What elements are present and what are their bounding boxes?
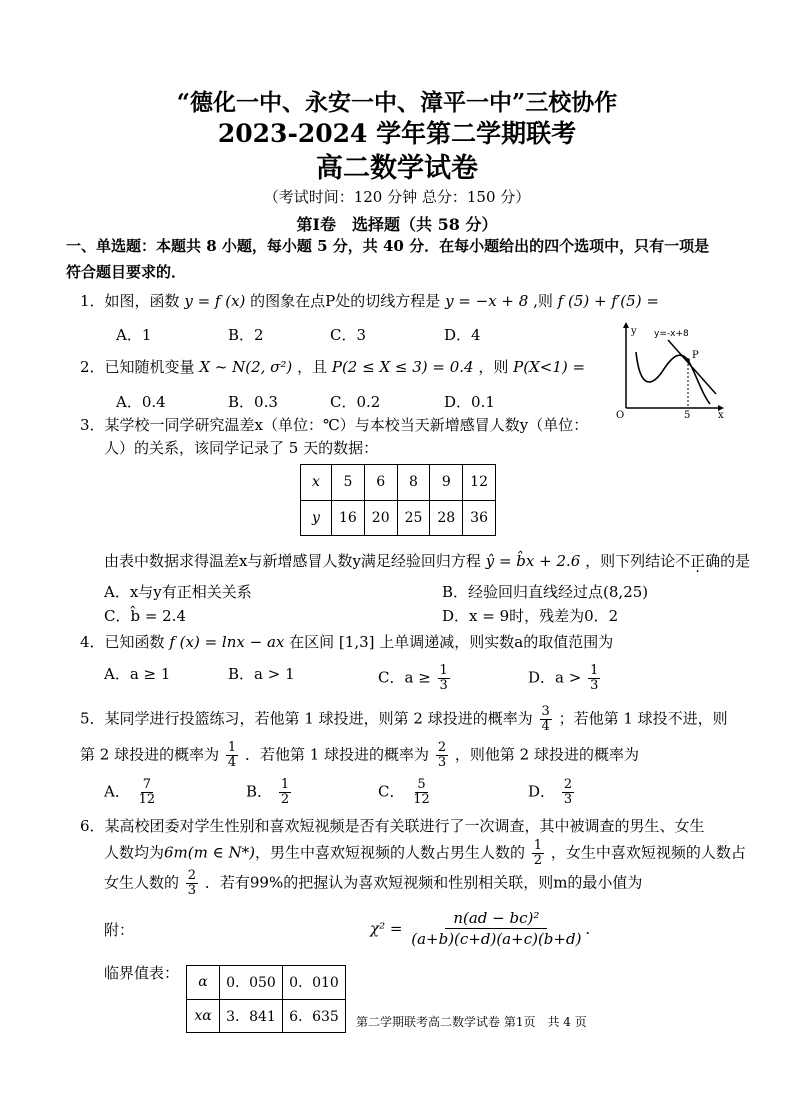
q3-text3-pre: 由表中数据求得温差x与新增感冒人数y满足经验回归方程 <box>104 552 481 570</box>
table-cell: 9 <box>430 465 463 501</box>
fraction-numerator: 1 <box>439 663 448 678</box>
question-3-stem-line3 <box>104 551 750 571</box>
q4-mid: 在区间 <box>289 633 335 651</box>
graph-tangent-line <box>668 340 716 394</box>
q3-option-a: A．x与y有正相关关系 <box>104 583 252 601</box>
q2-option-b: B．0.3 <box>228 393 278 411</box>
fraction-numerator: 2 <box>563 777 573 792</box>
q6-line3-post: ．若有99%的把握认为喜欢短视频和性别相关联，则m的最小值为 <box>204 873 643 892</box>
q5-option-d-fraction <box>562 778 574 807</box>
graph-p-label: P <box>692 350 699 361</box>
fraction-denominator: 3 <box>439 678 448 693</box>
q4-option-d <box>528 664 602 693</box>
q4-option-a: A．a ≥ 1 <box>104 665 171 683</box>
chi-lhs: χ² = <box>370 919 403 938</box>
q5-line2-mid: ．若他第 1 球投进的概率为 <box>244 745 430 764</box>
chi-fraction <box>409 908 583 949</box>
q3-text3-not: 不正确 <box>675 552 721 570</box>
q2-option-a: A．0.4 <box>116 393 166 411</box>
table-cell: 6．635 <box>283 999 346 1033</box>
page-footer: 第二学期联考高二数学试卷 第1页 共 4 页 <box>356 1015 587 1029</box>
q5-fraction-1 <box>540 705 552 734</box>
table-cell: 12 <box>463 465 496 501</box>
q5-line1-post: ；若他第 1 球投不进，则 <box>558 709 728 728</box>
q4-option-b: B．a > 1 <box>228 665 295 683</box>
q2-option-d: D．0.1 <box>444 393 495 411</box>
table-cell: 3．841 <box>220 999 283 1033</box>
q1-option-d: D．4 <box>444 326 481 344</box>
fraction-denominator: 2 <box>280 792 290 807</box>
fraction-numerator: 2 <box>187 868 197 883</box>
q2-mid: ，且 <box>297 358 328 376</box>
fraction-denominator: (a+b)(c+d)(a+c)(b+d) <box>411 930 582 948</box>
graph-curve <box>636 352 710 404</box>
section-title: 第Ⅰ卷 选择题（共 58 分） <box>296 215 498 234</box>
table-cell: 0．010 <box>283 966 346 1000</box>
question-1-stem <box>80 291 659 311</box>
exam-header-schools: “德化一中、永安一中、漳平一中”三校协作 <box>176 89 618 116</box>
question-3-stem-line1: 3．某学校一同学研究温差x（单位：℃）与本校当天新增感冒人数y（单位： <box>80 416 589 434</box>
q3-text3-post: ，则下列结论 <box>585 552 676 570</box>
table-cell: xα <box>187 999 220 1033</box>
fraction-denominator: 3 <box>563 792 573 807</box>
question-5-stem-line1 <box>80 705 728 734</box>
table-cell: 28 <box>430 500 463 536</box>
q3-text3-end: 的是 <box>720 552 751 570</box>
q6-line3-pre: 女生人数的 <box>104 873 180 892</box>
q6-fraction-1 <box>532 839 544 868</box>
fraction-numerator: n(ad − bc)² <box>445 908 547 929</box>
q5-option-c <box>378 778 434 807</box>
q1-func: y = f (x) <box>184 292 246 310</box>
q5-option-a-fraction <box>137 778 158 807</box>
q6-line2-m: 6m(m ∈ N*) <box>164 843 255 862</box>
table-row <box>187 999 346 1033</box>
q5-option-b-fraction <box>279 778 291 807</box>
table-cell: 0．050 <box>220 966 283 1000</box>
exam-header-term: 2023-2024 学年第二学期联考 <box>217 119 577 148</box>
exam-title: 高二数学试卷 <box>316 153 478 184</box>
question-6-stem-line1: 6．某高校团委对学生性别和喜欢短视频是否有关联进行了一次调查，其中被调查的男生、女生 <box>80 817 705 835</box>
q5-line2-post: ，则他第 2 球投进的概率为 <box>454 745 639 764</box>
fraction-numerator: 1 <box>590 663 599 678</box>
fraction-denominator: 2 <box>533 853 543 868</box>
q5-option-d <box>528 778 576 807</box>
table-cell: 8 <box>397 465 430 501</box>
q4-option-c-fraction <box>438 664 450 693</box>
table-cell: 20 <box>364 500 397 536</box>
option-label: B． <box>246 782 273 801</box>
table-cell: 16 <box>332 500 365 536</box>
question-6-stem-line3 <box>104 869 642 898</box>
graph-x-label: x <box>718 410 724 420</box>
q1-option-c: C．3 <box>330 326 367 344</box>
question-4-stem <box>80 632 613 652</box>
q3-data-table <box>300 464 496 536</box>
q5-fraction-2 <box>226 741 238 770</box>
q1-post: ,则 <box>533 292 553 310</box>
q1-pre: 1．如图，函数 <box>80 292 180 310</box>
q4-option-c <box>378 664 452 693</box>
q5-option-b <box>246 778 293 807</box>
graph-point-p <box>686 358 690 362</box>
q2-pre: 2．已知随机变量 <box>80 358 195 376</box>
table-row <box>301 465 496 501</box>
table-cell: α <box>187 966 220 1000</box>
q2-ask: P(X<1) = <box>513 358 586 376</box>
graph-origin: O <box>616 410 625 420</box>
part1-intro-line1: 一、单选题：本题共 8 小题，每小题 5 分，共 40 分．在每小题给出的四个选项中，只有一项是 <box>66 237 710 255</box>
q6-critical-table <box>186 965 346 1033</box>
fraction-numerator: 7 <box>142 777 152 792</box>
table-cell: 5 <box>332 465 365 501</box>
graph-line-label: y=-x+8 <box>654 329 689 339</box>
q1-expr: f (5) + f′(5) = <box>557 292 659 310</box>
q5-option-c-fraction <box>411 778 432 807</box>
table-row <box>301 500 496 536</box>
q3-text3-eq: ŷ = b̂x + 2.6 <box>485 552 581 570</box>
fraction-numerator: 3 <box>541 704 550 719</box>
fraction-numerator: 5 <box>417 777 426 792</box>
q5-line2-pre: 第 2 球投进的概率为 <box>80 745 220 764</box>
fraction-denominator: 12 <box>138 792 156 807</box>
q6-line2-post: ，女生中喜欢短视频的人数占 <box>550 843 746 862</box>
fraction-denominator: 4 <box>227 755 237 770</box>
fraction-numerator: 1 <box>280 777 290 792</box>
table-cell: 6 <box>364 465 397 501</box>
question-2-stem <box>80 357 585 377</box>
q4-post: 上单调递减，则实数a的取值范围为 <box>379 633 614 651</box>
q4-option-c-label: C．a ≥ <box>378 668 431 687</box>
q5-line1-pre: 5．某同学进行投篮练习，若他第 1 球投进，则第 2 球投进的概率为 <box>80 709 533 728</box>
option-label: D． <box>528 782 556 801</box>
exam-info: （考试时间：120 分钟 总分：150 分） <box>263 188 531 206</box>
q6-line2-mid: ，男生中喜欢短视频的人数占男生人数的 <box>254 843 525 862</box>
question-5-stem-line2 <box>80 741 639 770</box>
fraction-numerator: 1 <box>227 740 237 755</box>
table-cell: 25 <box>397 500 430 536</box>
q6-line2-pre: 人数均为 <box>104 843 165 862</box>
chi-end: ． <box>585 919 601 938</box>
q2-dist: X ~ N(2, σ²) <box>199 358 293 376</box>
table-cell: x <box>301 465 332 501</box>
table-row <box>187 966 346 1000</box>
q2-cond: P(2 ≤ X ≤ 3) = 0.4 <box>331 358 474 376</box>
q4-option-d-label: D．a > <box>528 668 582 687</box>
q6-appendix-label: 附： <box>104 921 135 939</box>
question-6-stem-line2 <box>104 839 746 868</box>
q3-option-b: B．经验回归直线经过点(8,25) <box>442 583 649 601</box>
q4-interval: [1,3] <box>338 633 375 651</box>
q1-mid: 的图象在点P处的切线方程是 <box>250 292 441 310</box>
q5-option-a <box>104 778 159 807</box>
graph-y-arrow <box>623 322 629 328</box>
q1-eq: y = −x + 8 <box>445 292 529 310</box>
q3-option-d: D．x = 9时，残差为0．2 <box>442 607 619 625</box>
fraction-denominator: 3 <box>590 678 599 693</box>
fraction-denominator: 12 <box>413 792 430 807</box>
q1-option-b: B．2 <box>228 326 264 344</box>
q6-chi-square-formula <box>370 908 600 949</box>
q4-func: f (x) = lnx − ax <box>169 633 285 651</box>
option-label: C． <box>378 782 405 801</box>
q1-option-a: A．1 <box>116 326 152 344</box>
fraction-denominator: 3 <box>187 883 197 898</box>
fraction-denominator: 4 <box>541 719 550 734</box>
part1-intro-line2: 符合题目要求的． <box>66 263 187 281</box>
option-label: A． <box>104 782 130 801</box>
q2-option-c: C．0.2 <box>330 393 381 411</box>
question-3-stem-line2: 人）的关系，该同学记录了 5 天的数据： <box>104 439 379 457</box>
table-cell: y <box>301 500 332 536</box>
table-cell: 36 <box>463 500 496 536</box>
fraction-numerator: 2 <box>437 740 447 755</box>
graph-y-label: y <box>631 326 637 337</box>
graph-tick-5: 5 <box>684 410 691 420</box>
fraction-denominator: 3 <box>437 755 447 770</box>
q4-option-d-fraction <box>588 664 600 693</box>
q6-fraction-2 <box>186 869 198 898</box>
q5-fraction-3 <box>436 741 448 770</box>
q2-post: ，则 <box>478 358 509 376</box>
function-graph <box>606 320 726 420</box>
q3-option-c: C．b̂ = 2.4 <box>104 607 187 625</box>
q4-pre: 4．已知函数 <box>80 633 165 651</box>
q6-critical-label: 临界值表： <box>104 964 180 982</box>
fraction-numerator: 1 <box>533 838 543 853</box>
